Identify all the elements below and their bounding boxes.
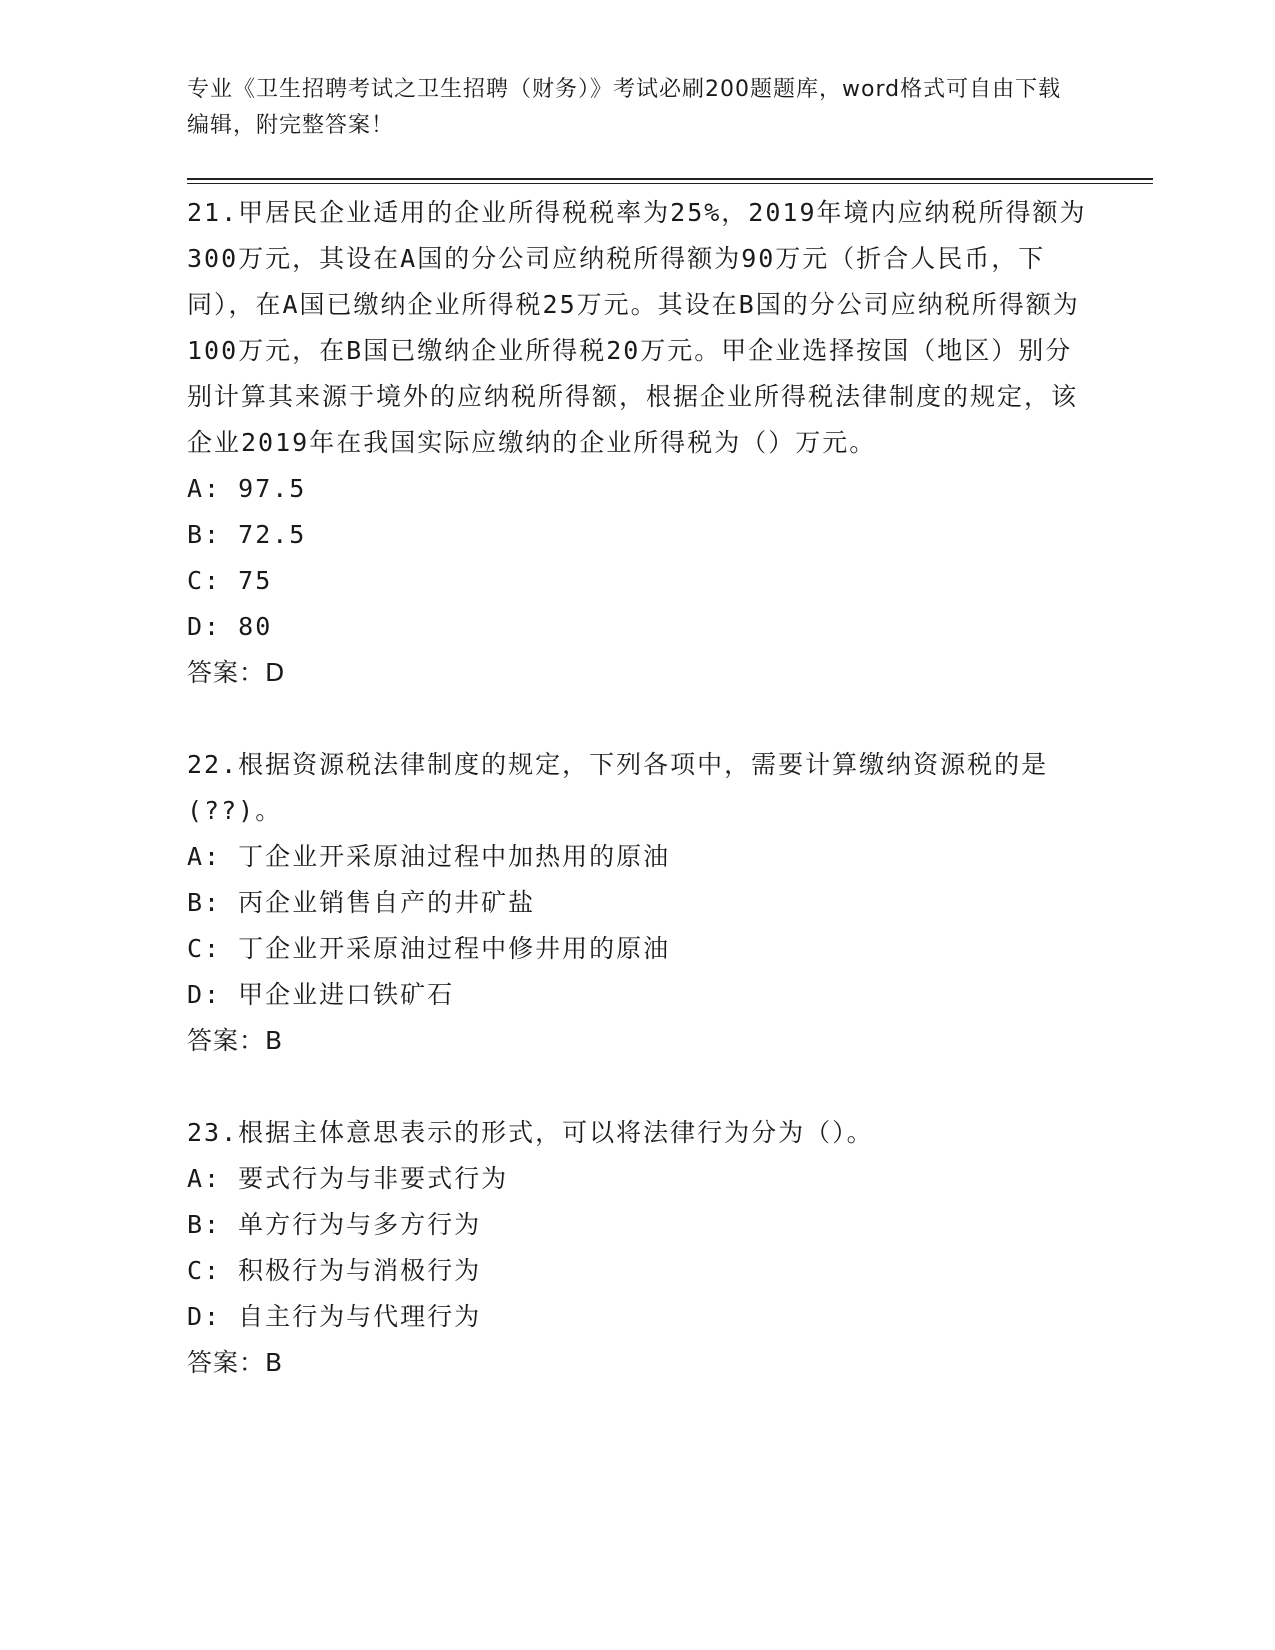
question-text: 23.根据主体意思表示的形式，可以将法律行为分为（）。	[187, 1118, 874, 1147]
question-list	[187, 190, 1087, 1432]
option-a: A: 丁企业开采原油过程中加热用的原油	[187, 842, 671, 871]
option-a: A: 要式行为与非要式行为	[187, 1164, 509, 1193]
option-d: D: 甲企业进口铁矿石	[187, 980, 455, 1009]
answer-line: 答案：B	[187, 1026, 284, 1055]
question-22	[187, 742, 1087, 1064]
option-b: B: 丙企业销售自产的井矿盐	[187, 888, 536, 917]
question-23	[187, 1110, 1087, 1386]
header-divider	[187, 178, 1153, 180]
option-c: C: 积极行为与消极行为	[187, 1256, 482, 1285]
question-text: 22.根据资源税法律制度的规定，下列各项中，需要计算缴纳资源税的是(??)。	[187, 750, 1049, 825]
option-b: B: 72.5	[187, 520, 307, 549]
header-divider-thin	[187, 183, 1153, 184]
answer-line: 答案：D	[187, 658, 286, 687]
option-b: B: 单方行为与多方行为	[187, 1210, 482, 1239]
option-c: C: 丁企业开采原油过程中修井用的原油	[187, 934, 671, 963]
question-21	[187, 190, 1087, 696]
option-a: A: 97.5	[187, 474, 307, 503]
answer-line: 答案：B	[187, 1348, 284, 1377]
document-header: 专业《卫生招聘考试之卫生招聘（财务）》考试必刷200题题库，word格式可自由下载编辑，附完整答案！	[187, 77, 1062, 138]
option-d: D: 自主行为与代理行为	[187, 1302, 482, 1331]
option-c: C: 75	[187, 566, 273, 595]
question-text: 21.甲居民企业适用的企业所得税税率为25%，2019年境内应纳税所得额为300万元，其设在A国的分公司应纳税所得额为90万元（折合人民币，下同），在A国已缴纳企业所得税25万元。其设在B国的分公司应纳税所得额为100万元，在B国已缴纳企业所得税20万元。甲企业选择按国（地区）别分别计算其来源于境外的应纳税所得额，根据企业所得税法律制度的规定，该企业2019年在我国实际应缴纳的企业所得税为（）万元。	[187, 198, 1087, 457]
option-d: D: 80	[187, 612, 273, 641]
